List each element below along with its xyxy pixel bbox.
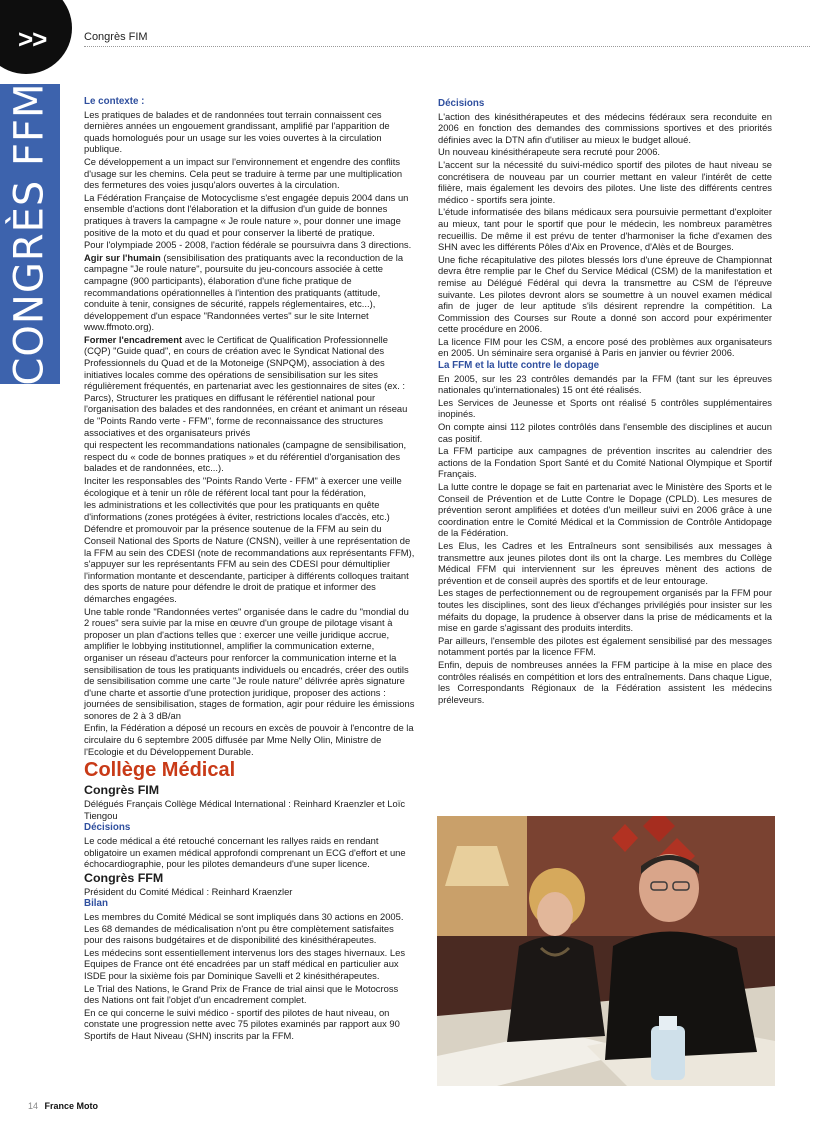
header-divider bbox=[84, 46, 810, 47]
page-number: 14 bbox=[28, 1101, 39, 1111]
meeting-photo-image bbox=[437, 816, 775, 1086]
paragraph: Par ailleurs, l'ensemble des pilotes est également sensibilisé par des messages notamment portés par la licence FFM. bbox=[438, 634, 772, 658]
section-sidebar bbox=[0, 0, 70, 1141]
paragraph: L'accent sur la nécessité du suivi-médico sportif des pilotes de haut niveau se concrétisera de nouveau par un courrier mettant en valeur l'intérêt de cette filière, mais également les devoirs des pilotes. Une liste des différents centres médico - sportifs sera jointe. bbox=[438, 158, 772, 205]
paragraph-body: avec le Certificat de Qualification Professionnelle (CQP) "Guide quad", en cours de création avec le Syndicat National des Professionnels du Quad et de la Motoneige (SNPQM), association à des initiatives locales comme des opérations de sensibilisation sur les sites régulièrement fréquentés, en partenariat avec les gestionnaires de sites (ex. : Parcs), Structurer les pratiques en diffusant le référentiel national pour l'organisation des balades et des randonnées, en créant et animant un réseau de "Points Rando verte - FFM", forme de reconnaissance des structures associatives et des organisateurs privés bbox=[84, 333, 408, 438]
paragraph: En 2005, sur les 23 contrôles demandés par la FFM (tant sur les épreuves nationales qu'internationales) 15 ont été réalisés. bbox=[438, 372, 772, 396]
paragraph: Inciter les responsables des "Points Rando Verte - FFM" à exercer une veille écologique et à tenir un rôle de référent local tant pour la fédération, bbox=[84, 475, 402, 498]
paragraph: Une table ronde "Randonnées vertes" organisée dans le cadre du "mondial du 2 roues" sera suivie par la mise en œuvre d'un groupe de pilotage visant à proposer un plan d'actions telles que : exercer une veille juridique accrue, amplifier le lobbying institutionnel, amplifier la communication externe, organiser un réseau d'acteurs pour renforcer la communication interne et la sensibilisation de tous les pratiquants individuels ou encadrés, créer des outils de sensibilisation comme une carte "Je roule nature" délivrée après signature d'une charte et assortie d'une protection juridique, proposer des actions : journées de sensibilisation, stages de formation, agir pour réduire les émissions sonores de 2 à 3 dB/an bbox=[84, 605, 415, 721]
paragraph-lead: Agir sur l'humain bbox=[84, 251, 161, 263]
paragraph: les administrations et les collectivités que pour les pratiquants en quête d'informations (zones protégées à éviter, restrictions locales d'accès, etc.) bbox=[84, 499, 390, 522]
running-header: Congrès FIM bbox=[84, 31, 148, 43]
paragraph: Les stages de perfectionnement ou de regroupement organisés par la FFM pour toutes les disciplines, sont des lieux d'échanges privilégiés pour insister sur les méfaits du dopage, la prudence à observer dans la prise de médicaments et la mise en garde s'agissant des produits interdits. bbox=[438, 587, 772, 634]
paragraph: La Fédération Française de Motocyclisme s'est engagée depuis 2004 dans un ensemble d'actions dont l'élaboration et la diffusion d'un guide de bonnes pratiques à travers la campagne « Je roule nature », pour donner une image positive de la moto et du quad et pour conserver la liberté de pratique. bbox=[84, 191, 409, 238]
paragraph: Délégués Français Collège Médical International : Reinhard Kraenzler et Loïc Tiengou bbox=[84, 798, 406, 821]
paragraph: Un nouveau kinésithérapeute sera recruté pour 2006. bbox=[438, 146, 661, 158]
paragraph: Le code médical a été retouché concernant les rallyes raids en rendant obligatoire un examen médical approfondi comprenant un ECG d'effort et une échocardiographie, pour les pilotes demandeurs d'une super licence. bbox=[84, 835, 406, 870]
paragraph: En ce qui concerne le suivi médico - sportif des pilotes de haut niveau, on constate une progression nette avec 75 pilotes examinés par rapport aux 90 Sportifs de Haut Niveau (SHN) inscrits par la FFM. bbox=[84, 1006, 400, 1041]
paragraph: Président du Comité Médical : Reinhard Kraenzler bbox=[84, 885, 293, 897]
right-column bbox=[438, 98, 772, 706]
paragraph: qui respectent les recommandations nationales (campagne de sensibilisation, respect du « code de bonnes pratiques » et du référentiel d'organisation des balades et de randonnées, etc...). bbox=[84, 439, 407, 474]
decisions-heading: Décisions bbox=[84, 822, 131, 834]
page-footer bbox=[28, 1101, 98, 1111]
paragraph bbox=[84, 252, 415, 333]
paragraph: Les médecins sont essentiellement intervenus lors des stages hivernaux. Les Equipes de France ont été encadrées par un staff médical en particulier aux ISDE pour la sixième fois par Dominique Savelli et 2 kinésithérapeutes. bbox=[84, 946, 406, 981]
paragraph: L'étude informatisée des bilans médicaux sera poursuivie permettant d'exploiter au mieux, tant pour le sportif que pour le médecin, les nombreux paramètres recueillis. De même il est prévu de tenter d'harmoniser la fiche d'examen des SHN avec les différents Pôles d'Aix en Provence, d'Alès et de Bourges. bbox=[438, 206, 772, 253]
paragraph: Une fiche récapitulative des pilotes blessés lors d'une épreuve de Championnat devra être remplie par le Chef du Service Médical (CSM) de la manifestation et remise au Délégué Fédéral qui devra la transmettre au CSM de l'épreuve suivante. Les pilotes devront alors se soumettre à un nouvel examen médical afin de juger de leur aptitude s'ils désirent reprendre la compétition. La Commission des Courses sur Route a donné son accord pour expérimenter cette procédure en 2006. bbox=[438, 253, 772, 335]
paragraph: Défendre et promouvoir par la présence soutenue de la FFM au sein du Conseil National des Sports de Nature (CNSN), veiller à une représentation de la FFM au sein des CDESI (note de recommandations aux représentants FFM), s'appuyer sur les représentants FFM au sein des CDESI pour démultiplier l'information montante et descendante, participer à différents colloques traitant des sports de nature pour défendre le droit de pratique et informer des démarches engagées. bbox=[84, 523, 415, 604]
college-medical-title: Collège Médical bbox=[84, 759, 236, 782]
publication-name: France Moto bbox=[44, 1101, 99, 1111]
paragraph: Enfin, depuis de nombreuses années la FFM participe à la mise en place des contrôles réalisés en compétition et lors des entraînements. Dans chaque Ligue, les Correspondants Régionaux de la Fédération assistent les médecins préleveurs. bbox=[438, 658, 772, 705]
dopage-heading: La FFM et la lutte contre le dopage bbox=[438, 360, 600, 372]
congres-fim-heading: Congrès FIM bbox=[84, 783, 160, 798]
decisions-heading: Décisions bbox=[438, 98, 485, 109]
paragraph-body: (sensibilisation des pratiquants avec la reconduction de la campagne "Je roule nature", poursuite du jeu-concours associée à cette campagne (900 participants), élaboration d'une fiche pratique de recommandations opérationnelles à l'intention des pratiquants (attitude, conduite à tenir, consignes de sécurité, rappels réglementaires, etc...), développement d'un espace "Randonnées vertes" sur le site Internet www.ffmoto.org). bbox=[84, 251, 404, 333]
paragraph-lead: Former l'encadrement bbox=[84, 333, 183, 345]
paragraph: Les pratiques de balades et de randonnées tout terrain connaissent ces dernières années un engouement grandissant, amplifié par l'apparition de quads homologués pour un usage sur les voies ouvertes à la circulation publique. bbox=[84, 108, 390, 155]
meeting-photo bbox=[437, 816, 775, 1086]
paragraph: L'action des kinésithérapeutes et des médecins fédéraux sera reconduite en 2006 en fonction des demandes des commissions sportives et des priorités définies avec la DTN afin d'utiliser au mieux le budget alloué. bbox=[438, 110, 772, 145]
paragraph: Les Elus, les Cadres et les Entraîneurs sont sensibilisés aux messages à transmettre aux jeunes pilotes dont ils ont la charge. Les membres du Collège Médical FFM qui interviennent sur les épreuves mènent des actions de prévention et de conseil auprès des sportifs et de leur entourage. bbox=[438, 539, 772, 586]
paragraph: Ce développement a un impact sur l'environnement et engendre des conflits d'usage sur les chemins. Cela peut se traduire à terme par une multiplication des fermetures des voies jusqu'alors ouvertes à la circulation. bbox=[84, 155, 403, 191]
section-title-vertical: CONGRÈS FFM bbox=[7, 82, 53, 386]
bilan-heading: Bilan bbox=[84, 898, 108, 910]
left-column bbox=[84, 96, 415, 1043]
contexte-heading: Le contexte : bbox=[84, 96, 145, 107]
paragraph: On compte ainsi 112 pilotes contrôlés dans l'ensemble des disciplines et aucun cas positif. bbox=[438, 421, 772, 444]
paragraph: Pour l'olympiade 2005 - 2008, l'action fédérale se poursuivra dans 3 directions. bbox=[84, 239, 412, 251]
paragraph: Les membres du Comité Médical se sont impliqués dans 30 actions en 2005. Les 68 demandes de médicalisation n'ont pu être complètement satisfaites pour des raisons budgétaires et de disponibilité des kinésithérapeutes. bbox=[84, 911, 404, 946]
congres-ffm-heading: Congrès FFM bbox=[84, 870, 164, 885]
paragraph: La FFM participe aux campagnes de prévention inscrites au calendrier des actions de la Fondation Sport Santé et du Comité National Olympique et Sportif Français. bbox=[438, 445, 772, 480]
paragraph: Les Services de Jeunesse et Sports ont réalisé 5 contrôles supplémentaires inopinés. bbox=[438, 396, 772, 420]
chevron-right-icon: >> bbox=[18, 24, 47, 54]
paragraph: La licence FIM pour les CSM, a encore posé des problèmes aux organisateurs en 2005. Un séminaire sera organisé à Paris en janvier ou février 2006. bbox=[438, 335, 772, 359]
paragraph bbox=[84, 334, 415, 438]
paragraph: Le Trial des Nations, le Grand Prix de France de trial ainsi que le Motocross des Nations ont fait l'objet d'un encadrement complet. bbox=[84, 982, 399, 1006]
paragraph: La lutte contre le dopage se fait en partenariat avec le Ministère des Sports et le Conseil de Prévention et de Lutte Contre le Dopage (CPLD). Les mesures de prévention seront amplifiées et dotées d'un meilleur suivi en 2006 grâce à une coordination entre le Comité Médical et la Commission de Contrôle Antidopage de la Fédération. bbox=[438, 481, 772, 539]
paragraph: Enfin, la Fédération a déposé un recours en excès de pouvoir à l'encontre de la circulaire du 6 septembre 2005 diffusée par Mme Nelly Olin, Ministre de l'Ecologie et du Développement Durable. bbox=[84, 722, 414, 757]
